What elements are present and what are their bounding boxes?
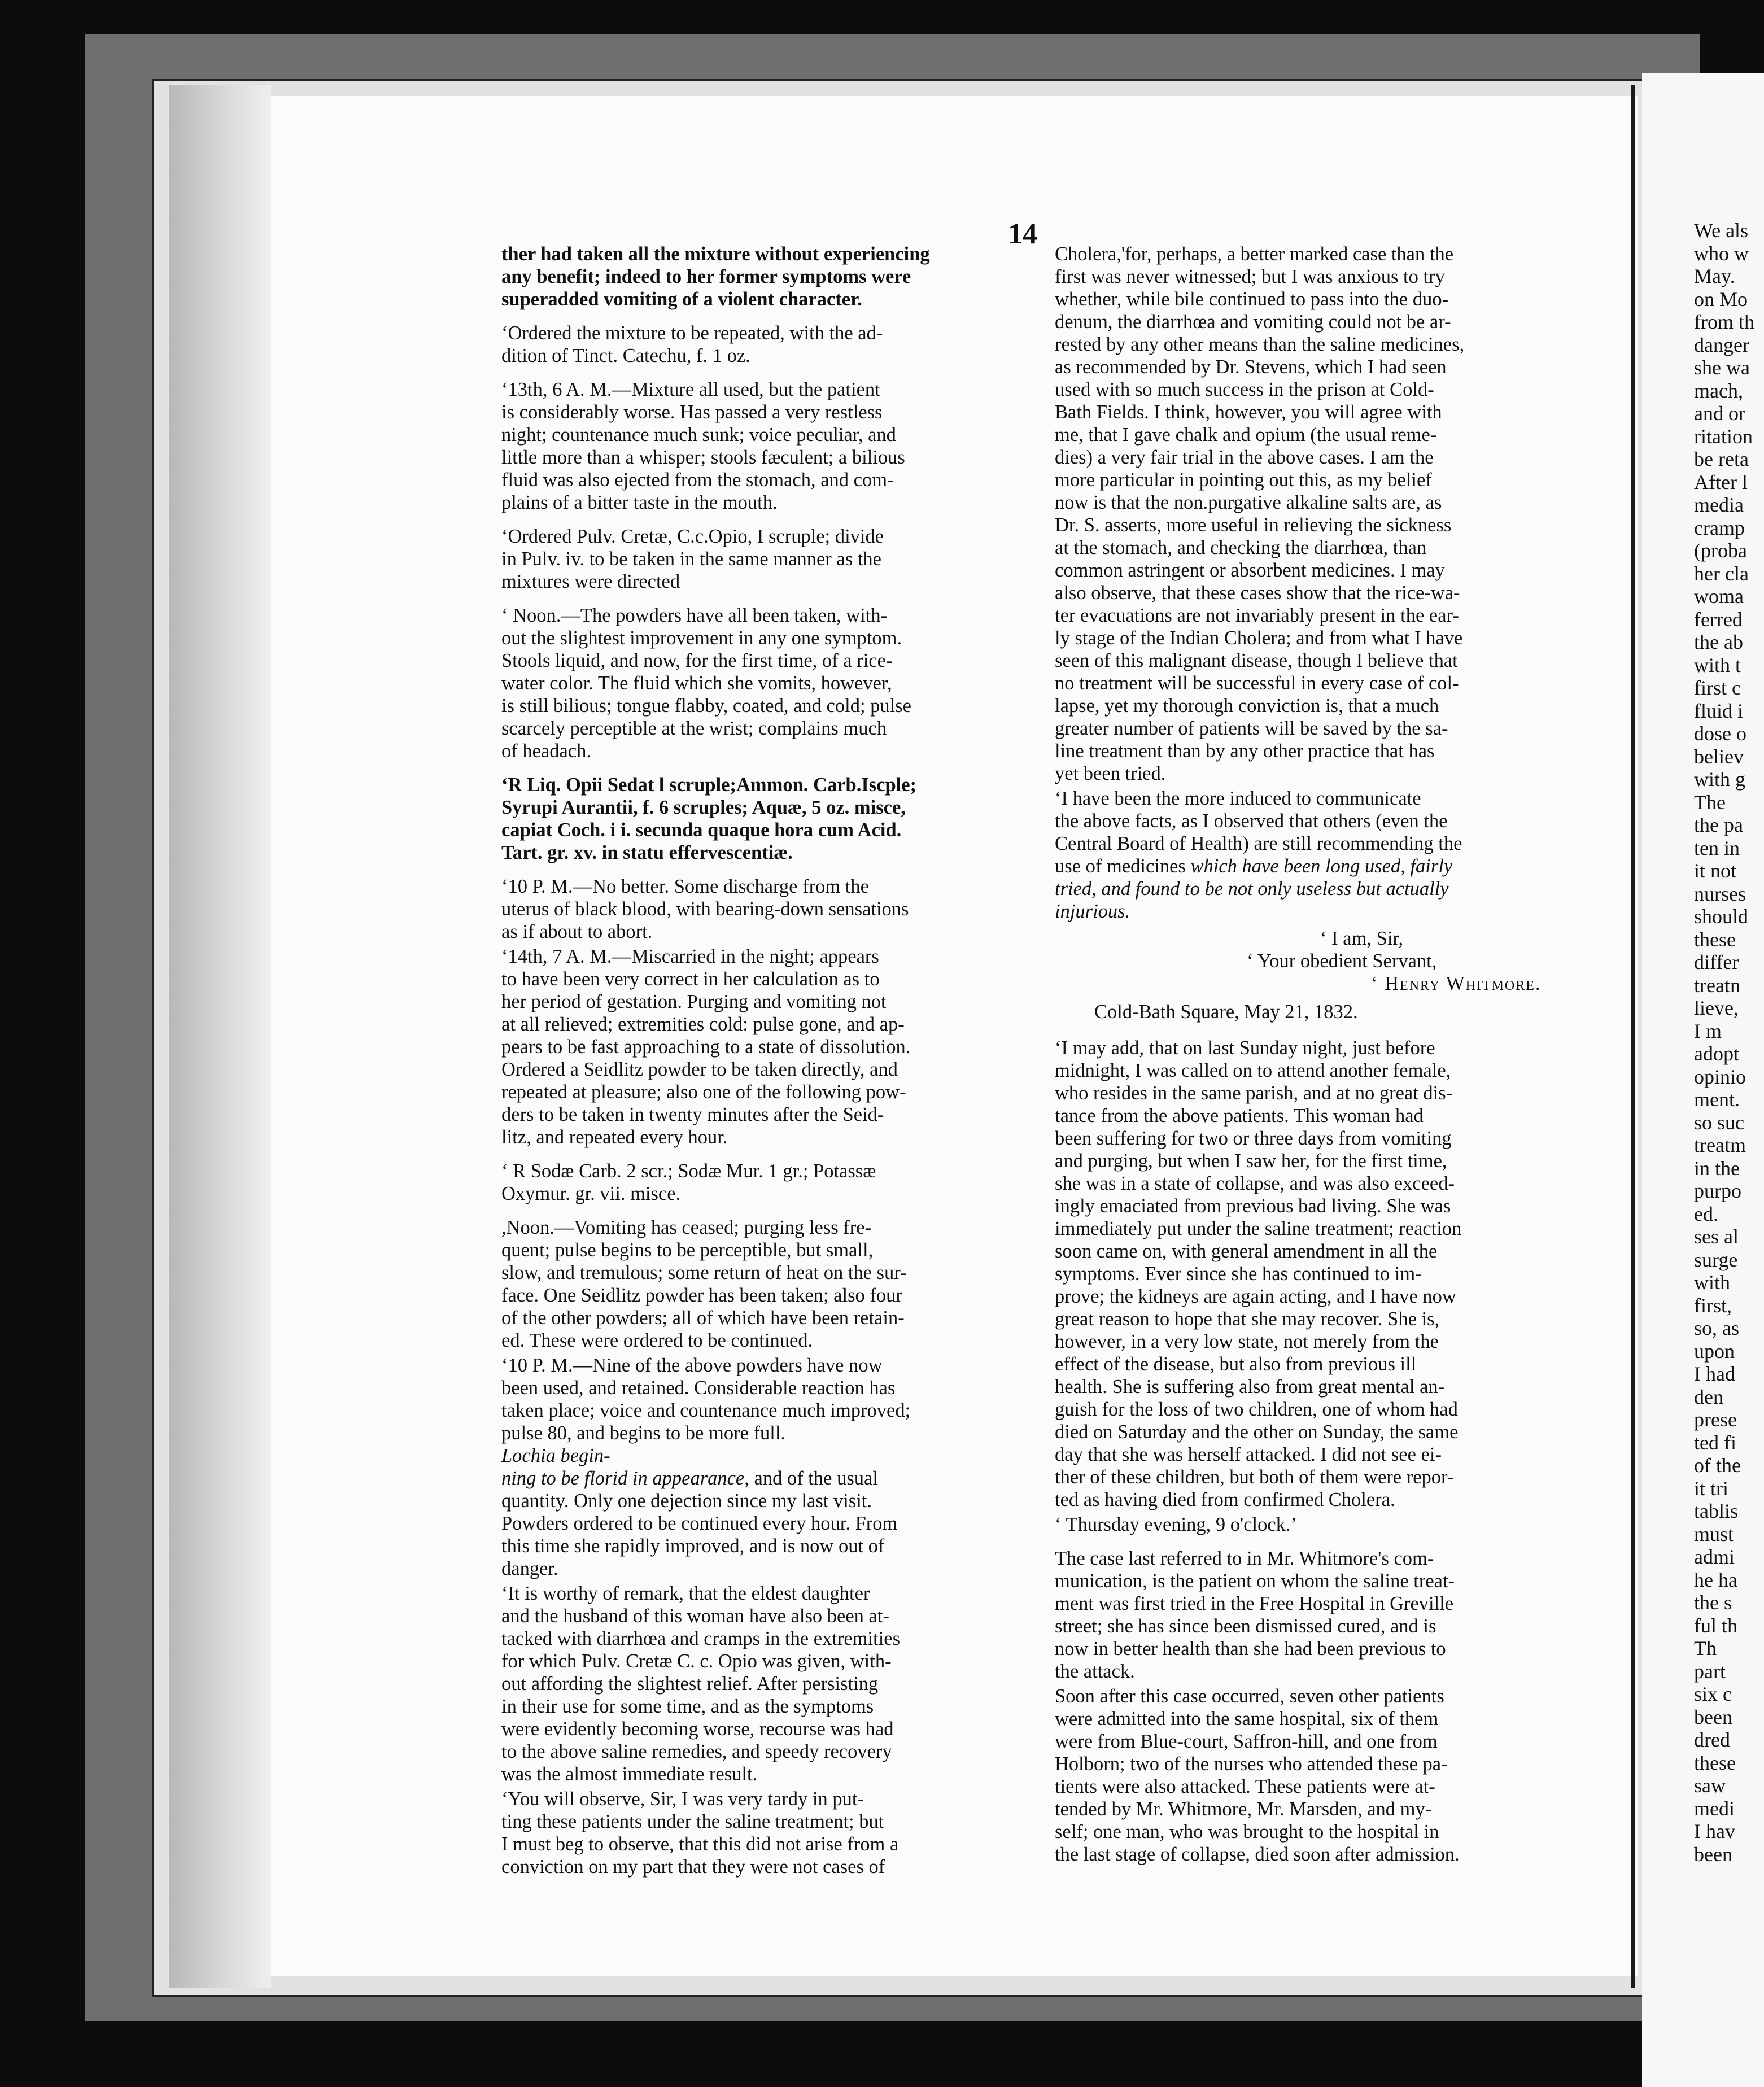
text-line: she was in a state of collapse, and was also exceed-: [1055, 1173, 1455, 1194]
next-page-fragment: on Mo: [1694, 287, 1748, 311]
next-page-fragment: who w: [1694, 242, 1749, 265]
text-line: more particular in pointing out this, as my belief: [1055, 469, 1432, 491]
next-page-fragment: (proba: [1694, 539, 1747, 562]
text-line: out the slightest improvement in any one symptom.: [501, 627, 902, 649]
text-line: however, in a very low state, not merely from the: [1055, 1331, 1439, 1352]
next-page-fragment: We als: [1694, 219, 1749, 242]
text-line: ‘10 P. M.—Nine of the above powders have now: [501, 1355, 883, 1376]
text-line: effect of the disease, but also from previous ill: [1055, 1354, 1417, 1375]
text-line: as if about to abort.: [501, 921, 653, 942]
text-line: pulse 80, and begins to be more full.: [501, 1422, 786, 1444]
next-page-fragment: tablis: [1694, 1500, 1738, 1522]
text-line: symptoms. Ever since she has continued to im-: [1055, 1263, 1422, 1285]
next-page-fragment: in the: [1694, 1156, 1740, 1180]
text-line: The case last referred to in Mr. Whitmore's com-: [1055, 1548, 1434, 1569]
text-line: tients were also attacked. These patients were at-: [1055, 1776, 1435, 1797]
next-page-edge: [1642, 73, 1764, 2087]
text-line: ‘Ordered Pulv. Cretæ, C.c.Opio, I scruple; divide: [501, 526, 884, 547]
next-page-fragment: prese: [1694, 1408, 1737, 1431]
next-page-fragment: he ha: [1694, 1568, 1737, 1591]
next-page-fragment: these: [1694, 1751, 1736, 1774]
text-line: midnight, I was called on to attend another female,: [1055, 1060, 1451, 1081]
text-line: is still bilious; tongue flabby, coated, and cold; pulse: [501, 695, 911, 717]
text-line: whether, while bile continued to pass into the duo-: [1055, 289, 1449, 310]
next-page-fragment: fluid i: [1694, 699, 1743, 722]
text-line: denum, the diarrhœa and vomiting could not be ar-: [1055, 311, 1451, 333]
next-page-fragment: ed.: [1694, 1202, 1718, 1225]
text-line: fluid was also ejected from the stomach, and com-: [501, 469, 894, 491]
text-line: little more than a whisper; stools fæculent; a bilious: [501, 447, 905, 468]
text-line: been suffering for two or three days from vomiting: [1055, 1128, 1452, 1149]
text-line: superadded vomiting of a violent character.: [501, 289, 862, 310]
paragraph: [501, 875, 1035, 943]
text-line: ting these patients under the saline treatment; but: [501, 1811, 884, 1832]
italic-line-1: use of medicines which have been long used, fairly: [1055, 855, 1453, 877]
next-page-fragment: I hav: [1694, 1820, 1735, 1843]
next-page-fragment: treatn: [1694, 973, 1740, 997]
next-page-fragment: I had: [1694, 1363, 1735, 1385]
text-line: Powders ordered to be continued every hour. From: [501, 1513, 898, 1534]
text-line: Oxymur. gr. vii. misce.: [501, 1183, 681, 1204]
text-line: ingly emaciated from previous bad living. She was: [1055, 1195, 1451, 1217]
text-line: ‘Ordered the mixture to be repeated, with the ad-: [501, 322, 883, 344]
paragraph: [1055, 787, 1588, 855]
next-page-fragment: admi: [1694, 1545, 1735, 1568]
text-line: in Pulv. iv. to be taken in the same manner as the: [501, 548, 881, 570]
text-line: Central Board of Health) are still recommending the: [1055, 833, 1462, 854]
next-page-fragment: den: [1694, 1385, 1723, 1408]
next-page-fragment: been: [1694, 1843, 1732, 1866]
text-line: Bath Fields. I think, however, you will agree with: [1055, 401, 1442, 423]
next-page-fragment: differ: [1694, 951, 1739, 973]
next-page-fragment: be reta: [1694, 448, 1749, 470]
text-line: ment was first tried in the Free Hospital in Greville: [1055, 1593, 1454, 1614]
text-line: Stools liquid, and now, for the first time, of a rice-: [501, 650, 893, 671]
text-line: Tart. gr. xv. in statu effervescentiæ.: [501, 842, 793, 863]
next-page-fragment: believ: [1694, 745, 1744, 768]
text-line: pears to be fast approaching to a state of dissolution.: [501, 1036, 911, 1058]
paragraph: [501, 1788, 1035, 1878]
next-page-fragment: ferred: [1694, 608, 1743, 631]
text-line: Ordered a Seidlitz powder to be taken directly, and: [501, 1059, 898, 1080]
next-page-fragment: with g: [1694, 768, 1746, 791]
page-gutter-shadow: [169, 85, 271, 1988]
text-line: capiat Coch. i i. secunda quaque hora cum Acid.: [501, 819, 902, 841]
paragraph: [1055, 243, 1588, 785]
next-page-fragment: cramp: [1694, 516, 1745, 539]
next-page-fragment: Th: [1694, 1637, 1717, 1660]
signature-block: [1055, 927, 1588, 995]
next-page-fragment: adopt: [1694, 1042, 1739, 1065]
text-line: also observe, that these cases show that the rice-wa-: [1055, 582, 1460, 604]
text-line: dies) a very fair trial in the above cases. I am the: [1055, 447, 1434, 468]
text-line: ed. These were ordered to be continued.: [501, 1330, 813, 1351]
next-page-fragment: the ab: [1694, 631, 1743, 653]
text-line: munication, is the patient on whom the saline treat-: [1055, 1570, 1455, 1592]
text-line: self; one man, who was brought to the hospital in: [1055, 1821, 1439, 1843]
text-line: the last stage of collapse, died soon after admission.: [1055, 1844, 1460, 1865]
text-line: out affording the slightest relief. After persisting: [501, 1673, 879, 1695]
text-line: of headach.: [501, 740, 591, 762]
text-line: the attack.: [1055, 1661, 1135, 1682]
next-page-fragment: these: [1694, 928, 1736, 951]
next-page-fragment: must: [1694, 1522, 1734, 1545]
text-line: ‘ Thursday evening, 9 o'clock.’: [1055, 1514, 1298, 1535]
next-page-fragment: ment.: [1694, 1088, 1740, 1111]
text-line: ‘ Noon.—The powders have all been taken, with-: [501, 605, 888, 626]
paragraph: [501, 604, 1035, 762]
text-line: ‘You will observe, Sir, I was very tardy in put-: [501, 1788, 864, 1810]
next-page-fragment: saw: [1694, 1774, 1726, 1797]
text-line: slow, and tremulous; some return of heat on the sur-: [501, 1262, 907, 1283]
text-line: ter evacuations are not invariably present in the ear-: [1055, 605, 1459, 626]
next-page-fragment: so suc: [1694, 1111, 1744, 1134]
text-line: now in better health than she had been previous to: [1055, 1638, 1446, 1660]
text-line: seen of this malignant disease, though I believe that: [1055, 650, 1458, 671]
next-page-fragment: purpo: [1694, 1180, 1741, 1202]
text-line: Holborn; two of the nurses who attended these pa-: [1055, 1753, 1448, 1775]
text-line: mixtures were directed: [501, 571, 680, 592]
next-page-fragment: her cla: [1694, 562, 1749, 585]
paragraph: [501, 1354, 1035, 1580]
next-page-fragment: been: [1694, 1705, 1732, 1728]
text-line: now is that the non.purgative alkaline salts are, as: [1055, 492, 1442, 513]
right-column: [1055, 243, 1588, 1877]
text-line: great reason to hope that she may recover. She is,: [1055, 1308, 1440, 1330]
text-line: her period of gestation. Purging and vomiting not: [501, 991, 887, 1012]
next-page-fragment: opinio: [1694, 1065, 1746, 1088]
text-line: rested by any other means than the saline medicines,: [1055, 334, 1465, 355]
text-line: day that she was herself attacked. I did not see ei-: [1055, 1444, 1442, 1465]
text-line: tance from the above patients. This woman had: [1055, 1105, 1424, 1127]
paragraph: [501, 243, 1035, 311]
paragraph: [1055, 1685, 1588, 1866]
text-line: this time she rapidly improved, and is now out of: [501, 1535, 885, 1557]
next-page-fragment: with: [1694, 1271, 1731, 1294]
text-line: ‘I may add, that on last Sunday night, just before: [1055, 1037, 1435, 1059]
next-page-fragment: six c: [1694, 1683, 1732, 1705]
text-line: me, that I gave chalk and opium (the usual reme-: [1055, 424, 1437, 446]
next-page-fragment: media: [1694, 494, 1744, 516]
next-page-fragment: dred: [1694, 1728, 1730, 1751]
text-line: I must beg to observe, that this did not arise from a: [501, 1833, 899, 1855]
next-page-fragment: it not: [1694, 859, 1737, 882]
text-line: the above facts, as I observed that others (even the: [1055, 810, 1448, 832]
next-page-fragment: she wa: [1694, 356, 1750, 379]
text-line: for which Pulv. Cretæ C. c. Opio was given, with-: [501, 1651, 892, 1672]
text-line: Dr. S. asserts, more useful in relieving the sickness: [1055, 514, 1452, 536]
text-line: uterus of black blood, with bearing-down sensations: [501, 898, 909, 920]
left-column: [501, 243, 1035, 1889]
next-page-fragment: ten in: [1694, 836, 1740, 859]
next-page-fragment: After l: [1694, 470, 1748, 494]
text-line: to the above saline remedies, and speedy recovery: [501, 1741, 892, 1762]
next-page-fragment: of the: [1694, 1454, 1741, 1477]
text-line: line treatment than by any other practice that has: [1055, 740, 1435, 762]
italic-line-2: tried, and found to be not only useless but actually: [1055, 878, 1449, 900]
text-line: died on Saturday and the other on Sunday, the same: [1055, 1421, 1459, 1443]
next-page-fragment: ful th: [1694, 1614, 1737, 1637]
next-page-fragment: lieve,: [1694, 997, 1739, 1019]
next-page-fragment: ses al: [1694, 1225, 1739, 1248]
text-line: scarcely perceptible at the wrist; complains much: [501, 718, 887, 739]
text-line: yet been tried.: [1055, 763, 1166, 784]
text-line: were admitted into the same hospital, six of them: [1055, 1708, 1439, 1730]
paragraph: [501, 378, 1035, 514]
text-line: conviction on my part that they were not cases of: [501, 1856, 885, 1878]
text-line: been used, and retained. Considerable reaction has: [501, 1377, 896, 1399]
text-line: danger.: [501, 1558, 558, 1579]
paragraph: [1055, 1513, 1588, 1536]
text-line: ‘10 P. M.—No better. Some discharge from the: [501, 876, 869, 897]
text-line: prove; the kidneys are again acting, and I have now: [1055, 1286, 1456, 1307]
next-page-fragment: mach,: [1694, 379, 1743, 402]
paragraph: [1055, 1037, 1588, 1511]
text-line: were evidently becoming worse, recourse was had: [501, 1718, 894, 1740]
text-line: quantity. Only one dejection since my last visit.: [501, 1490, 872, 1512]
text-line: litz, and repeated every hour.: [501, 1127, 728, 1148]
next-page-fragment: dose o: [1694, 722, 1746, 745]
text-line: greater number of patients will be saved by the sa-: [1055, 718, 1448, 739]
signature-salutation: ‘ I am, Sir,: [1320, 928, 1404, 949]
text-line: tended by Mr. Whitmore, Mr. Marsden, and my-: [1055, 1798, 1432, 1820]
text-line: ‘I have been the more induced to communicate: [1055, 788, 1421, 809]
text-line: dition of Tinct. Catechu, f. 1 oz.: [501, 345, 750, 366]
dateline: Cold-Bath Square, May 21, 1832.: [1094, 1001, 1358, 1023]
signature-closing: ‘ Your obedient Servant,: [1247, 950, 1437, 972]
text-line: to have been very correct in her calculation as to: [501, 968, 880, 990]
text-line: ning to be florid in appearance, and of the usual: [501, 1468, 878, 1489]
text-line: Syrupi Aurantii, f. 6 scruples; Aquæ, 5 oz. misce,: [501, 797, 906, 818]
text-line: guish for the loss of two children, one of whom had: [1055, 1399, 1458, 1420]
page-divider: [1631, 85, 1635, 1988]
text-line: who resides in the same parish, and at no great dis-: [1055, 1082, 1453, 1104]
next-page-fragment: medi: [1694, 1797, 1735, 1820]
next-page-fragment: ritation: [1694, 425, 1753, 448]
signature-name: ‘ Henry Whitmore.: [1371, 973, 1542, 994]
text-line: no treatment will be successful in every case of col-: [1055, 673, 1459, 694]
text-line: in their use for some time, and as the symptoms: [501, 1696, 874, 1717]
paragraph: [501, 525, 1035, 593]
paragraph: [501, 774, 1035, 864]
text-line: taken place; voice and countenance much improved;: [501, 1400, 911, 1421]
text-line: first was never witnessed; but I was anxious to try: [1055, 266, 1445, 287]
next-page-fragment: first c: [1694, 676, 1741, 699]
paragraph: [501, 1160, 1035, 1205]
italic-line-3: injurious.: [1055, 901, 1130, 922]
text-line: water color. The fluid which she vomits, however,: [501, 673, 892, 694]
text-line: ‘14th, 7 A. M.—Miscarried in the night; appears: [501, 946, 879, 967]
text-line: ders to be taken in twenty minutes after the Seid-: [501, 1104, 884, 1125]
next-page-fragment: with t: [1694, 653, 1741, 676]
text-line: ,Noon.—Vomiting has ceased; purging less fre-: [501, 1217, 872, 1238]
next-page-fragment: ted fi: [1694, 1431, 1736, 1454]
text-line: Soon after this case occurred, seven other patients: [1055, 1686, 1444, 1707]
text-line: ther of these children, but both of them were repor-: [1055, 1466, 1454, 1488]
text-line: were from Blue-court, Saffron-hill, and one from: [1055, 1731, 1438, 1752]
paragraph: [501, 1216, 1035, 1352]
text-line: tacked with diarrhœa and cramps in the extremities: [501, 1628, 901, 1649]
text-line: any benefit; indeed to her former symptoms were: [501, 266, 911, 287]
text-line: as recommended by Dr. Stevens, which I had seen: [1055, 356, 1447, 378]
text-line: quent; pulse begins to be perceptible, but small,: [501, 1239, 874, 1261]
paragraph: [1055, 1547, 1588, 1683]
next-page-fragment: I m: [1694, 1019, 1722, 1042]
text-line: ly stage of the Indian Cholera; and from what I have: [1055, 627, 1463, 649]
text-line: and the husband of this woman have also been at-: [501, 1605, 889, 1627]
paragraph: [501, 322, 1035, 367]
next-page-fragment: treatm: [1694, 1134, 1746, 1156]
next-page-fragment: the pa: [1694, 814, 1743, 836]
next-page-fragment: it tri: [1694, 1477, 1728, 1500]
text-line: Cholera,'for, perhaps, a better marked case than the: [1055, 243, 1454, 265]
text-line: plains of a bitter taste in the mouth.: [501, 492, 778, 513]
text-line: at all relieved; extremities cold: pulse gone, and ap-: [501, 1014, 905, 1035]
next-page-fragment: and or: [1694, 402, 1745, 425]
text-line: ‘13th, 6 A. M.—Mixture all used, but the patient: [501, 379, 880, 400]
next-page-fragment: from th: [1694, 311, 1754, 333]
text-line: was the almost immediate result.: [501, 1763, 758, 1785]
text-line: and purging, but when I saw her, for the first time,: [1055, 1150, 1447, 1172]
paragraph: [501, 1582, 1035, 1785]
text-line: repeated at pleasure; also one of the following pow-: [501, 1081, 906, 1103]
text-line: ted as having died from confirmed Cholera.: [1055, 1489, 1395, 1510]
text-line: common astringent or absorbent medicines. I may: [1055, 560, 1445, 581]
next-page-fragment: the s: [1694, 1591, 1732, 1614]
next-page-fragment: woma: [1694, 585, 1744, 608]
text-line: lapse, yet my thorough conviction is, that a much: [1055, 695, 1439, 717]
text-line: soon came on, with general amendment in all the: [1055, 1241, 1438, 1262]
text-line: of the other powders; all of which have been retain-: [501, 1307, 905, 1329]
next-page-fragment: upon: [1694, 1339, 1735, 1363]
text-line: street; she has since been dismissed cured, and is: [1055, 1616, 1436, 1637]
next-page-fragment: should: [1694, 905, 1749, 928]
text-line: ‘ R Sodæ Carb. 2 scr.; Sodæ Mur. 1 gr.; Potassæ: [501, 1160, 876, 1182]
text-line: health. She is suffering also from great mental an-: [1055, 1376, 1445, 1398]
text-line: ‘R Liq. Opii Sedat l scruple;Ammon. Carb.Iscple;: [501, 774, 917, 796]
page-number: 14: [1008, 218, 1037, 250]
text-line: night; countenance much sunk; voice peculiar, and: [501, 424, 896, 446]
text-line: ther had taken all the mixture without experiencing: [501, 243, 930, 265]
text-line: face. One Seidlitz powder has been taken; also four: [501, 1285, 902, 1306]
next-page-fragment: May.: [1694, 265, 1735, 287]
next-page-fragment: danger: [1694, 333, 1749, 356]
next-page-fragment: part: [1694, 1660, 1726, 1683]
text-line: is considerably worse. Has passed a very restless: [501, 401, 883, 423]
recommendation-paragraph-end: [1055, 855, 1588, 923]
next-page-fragment: nurses: [1694, 882, 1746, 905]
next-page-fragment: The: [1694, 791, 1726, 814]
text-line: immediately put under the saline treatment; reaction: [1055, 1218, 1462, 1239]
next-page-fragment: so, as: [1694, 1317, 1739, 1339]
lochia-inline: Lochia begin-: [501, 1445, 610, 1466]
text-line: used with so much success in the prison at Cold-: [1055, 379, 1434, 400]
next-page-fragment: surge: [1694, 1248, 1738, 1271]
text-line: ‘It is worthy of remark, that the eldest daughter: [501, 1583, 870, 1604]
text-line: at the stomach, and checking the diarrhœa, than: [1055, 537, 1427, 558]
paragraph: [501, 945, 1035, 1149]
next-page-fragment: first,: [1694, 1294, 1732, 1317]
